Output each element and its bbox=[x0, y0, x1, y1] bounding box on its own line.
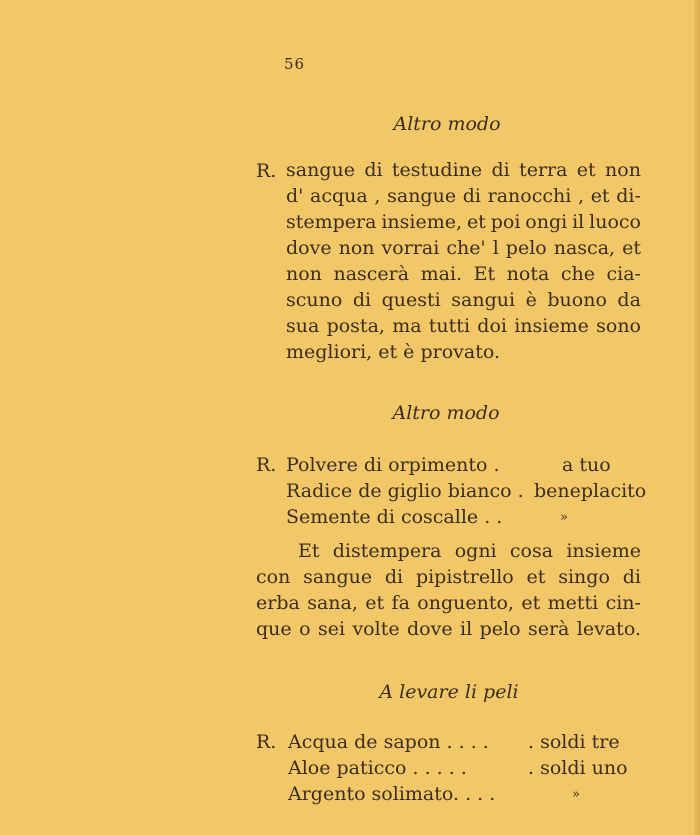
paragraph-line bbox=[286, 313, 641, 339]
recipe-marker-2: R. bbox=[256, 454, 277, 476]
word: o bbox=[299, 618, 311, 640]
word: non bbox=[338, 237, 375, 259]
word: scuno bbox=[286, 289, 343, 311]
word: ogni bbox=[454, 540, 497, 562]
ingredient-amount: » bbox=[572, 787, 580, 802]
word: cia- bbox=[606, 263, 641, 285]
word: distempera bbox=[332, 540, 442, 562]
page-number: 56 bbox=[284, 55, 306, 73]
word: cin- bbox=[605, 592, 641, 614]
word: nota bbox=[506, 263, 550, 285]
word: nasca, bbox=[553, 237, 616, 259]
word: sono bbox=[596, 315, 641, 337]
ingredient-row bbox=[286, 480, 646, 506]
word: sangue bbox=[303, 566, 373, 588]
word: il bbox=[460, 618, 473, 640]
word: dove bbox=[407, 618, 453, 640]
paragraph-line bbox=[256, 616, 641, 642]
word: levato. bbox=[576, 618, 641, 640]
paragraph-line bbox=[286, 235, 641, 261]
word: fa bbox=[391, 592, 410, 614]
section-heading-3: A levare li peli bbox=[379, 681, 519, 703]
word: insieme bbox=[514, 315, 589, 337]
word: et bbox=[526, 566, 546, 588]
word: acqua bbox=[310, 185, 368, 207]
word: tutti bbox=[428, 315, 471, 337]
word: di bbox=[384, 566, 404, 588]
section-heading-2: Altro modo bbox=[392, 402, 500, 424]
line-text: megliori, et è provato. bbox=[286, 341, 500, 363]
paragraph-line bbox=[286, 209, 641, 235]
word: sangui bbox=[451, 289, 516, 311]
word: dove bbox=[286, 237, 332, 259]
word: sua bbox=[286, 315, 320, 337]
word: ongi bbox=[525, 211, 568, 233]
word: sei bbox=[317, 618, 346, 640]
recipe-marker-3: R. bbox=[256, 731, 277, 753]
paragraph-line bbox=[286, 183, 641, 209]
ingredient-name: Aloe paticco . . . . . bbox=[288, 757, 467, 779]
word: singo bbox=[558, 566, 610, 588]
word: Et bbox=[298, 540, 320, 562]
ingredient-row bbox=[286, 454, 646, 480]
paragraph-line bbox=[298, 538, 641, 564]
word: mai. bbox=[420, 263, 463, 285]
word: onguento, bbox=[417, 592, 514, 614]
word: da bbox=[617, 289, 641, 311]
word: et bbox=[521, 592, 541, 614]
ingredient-row bbox=[288, 757, 648, 783]
word: cosa bbox=[509, 540, 554, 562]
ingredient-name: Semente di coscalle . . bbox=[286, 506, 503, 528]
word: pelo bbox=[479, 618, 521, 640]
word: erba bbox=[256, 592, 300, 614]
word: testudine bbox=[391, 159, 483, 181]
paragraph-line bbox=[286, 339, 500, 365]
ingredient-amount: . soldi tre bbox=[528, 731, 620, 753]
word: vorrai bbox=[381, 237, 440, 259]
word: pipistrello bbox=[415, 566, 514, 588]
word: di bbox=[462, 185, 481, 207]
paragraph-line bbox=[256, 564, 641, 590]
word: non bbox=[605, 159, 641, 181]
word: , bbox=[374, 185, 381, 207]
word: con bbox=[256, 566, 291, 588]
ingredient-amount: » bbox=[560, 510, 568, 525]
word: il bbox=[572, 211, 585, 233]
page-edge bbox=[694, 0, 700, 835]
word: et bbox=[590, 185, 610, 207]
recipe-marker-1: R. bbox=[256, 160, 277, 182]
ingredient-name: Polvere di orpimento . bbox=[286, 454, 500, 476]
word: sana, bbox=[307, 592, 358, 614]
ingredient-row bbox=[286, 506, 646, 532]
word: poi bbox=[490, 211, 521, 233]
word: terra bbox=[519, 159, 568, 181]
word: luoco bbox=[589, 211, 641, 233]
ingredient-row bbox=[288, 783, 648, 809]
paragraph-line bbox=[256, 590, 641, 616]
word: ranocchi bbox=[487, 185, 572, 207]
ingredient-amount: . soldi uno bbox=[528, 757, 628, 779]
word: di bbox=[622, 566, 641, 588]
word: et bbox=[466, 211, 486, 233]
paragraph-line bbox=[286, 261, 641, 287]
word: insieme bbox=[566, 540, 641, 562]
word: non bbox=[286, 263, 322, 285]
word: è bbox=[525, 289, 537, 311]
word: di bbox=[352, 289, 372, 311]
word: posta, bbox=[326, 315, 385, 337]
ingredient-name: Radice de giglio bianco . bbox=[286, 480, 524, 502]
word: et bbox=[576, 159, 596, 181]
word: di bbox=[491, 159, 510, 181]
word: nascerà bbox=[333, 263, 410, 285]
word: l bbox=[492, 237, 499, 259]
section-heading-1: Altro modo bbox=[393, 113, 501, 135]
word: et bbox=[622, 237, 641, 259]
word: questi bbox=[381, 289, 441, 311]
word: que bbox=[256, 618, 292, 640]
word: insieme, bbox=[381, 211, 463, 233]
word: pelo bbox=[505, 237, 547, 259]
word: stempera bbox=[286, 211, 377, 233]
word: di- bbox=[616, 185, 641, 207]
word: d' bbox=[286, 185, 304, 207]
word: doi bbox=[477, 315, 507, 337]
ingredient-amount: a tuo bbox=[562, 454, 611, 476]
word: , bbox=[577, 185, 585, 207]
word: che bbox=[560, 263, 595, 285]
paragraph-line bbox=[286, 157, 641, 183]
word: ma bbox=[392, 315, 422, 337]
ingredient-row bbox=[288, 731, 648, 757]
word: sangue bbox=[387, 185, 457, 207]
word: et bbox=[365, 592, 385, 614]
ingredient-name: Acqua de sapon . . . . bbox=[288, 731, 489, 753]
word: buono bbox=[547, 289, 607, 311]
word: serà bbox=[527, 618, 570, 640]
word: che' bbox=[446, 237, 486, 259]
word: Et bbox=[473, 263, 496, 285]
word: di bbox=[364, 159, 383, 181]
ingredient-amount: beneplacito bbox=[534, 480, 647, 502]
ingredient-name: Argento solimato. . . . bbox=[288, 783, 496, 805]
word: volte bbox=[352, 618, 400, 640]
paragraph-line bbox=[286, 287, 641, 313]
word: metti bbox=[547, 592, 599, 614]
word: sangue bbox=[286, 159, 355, 181]
